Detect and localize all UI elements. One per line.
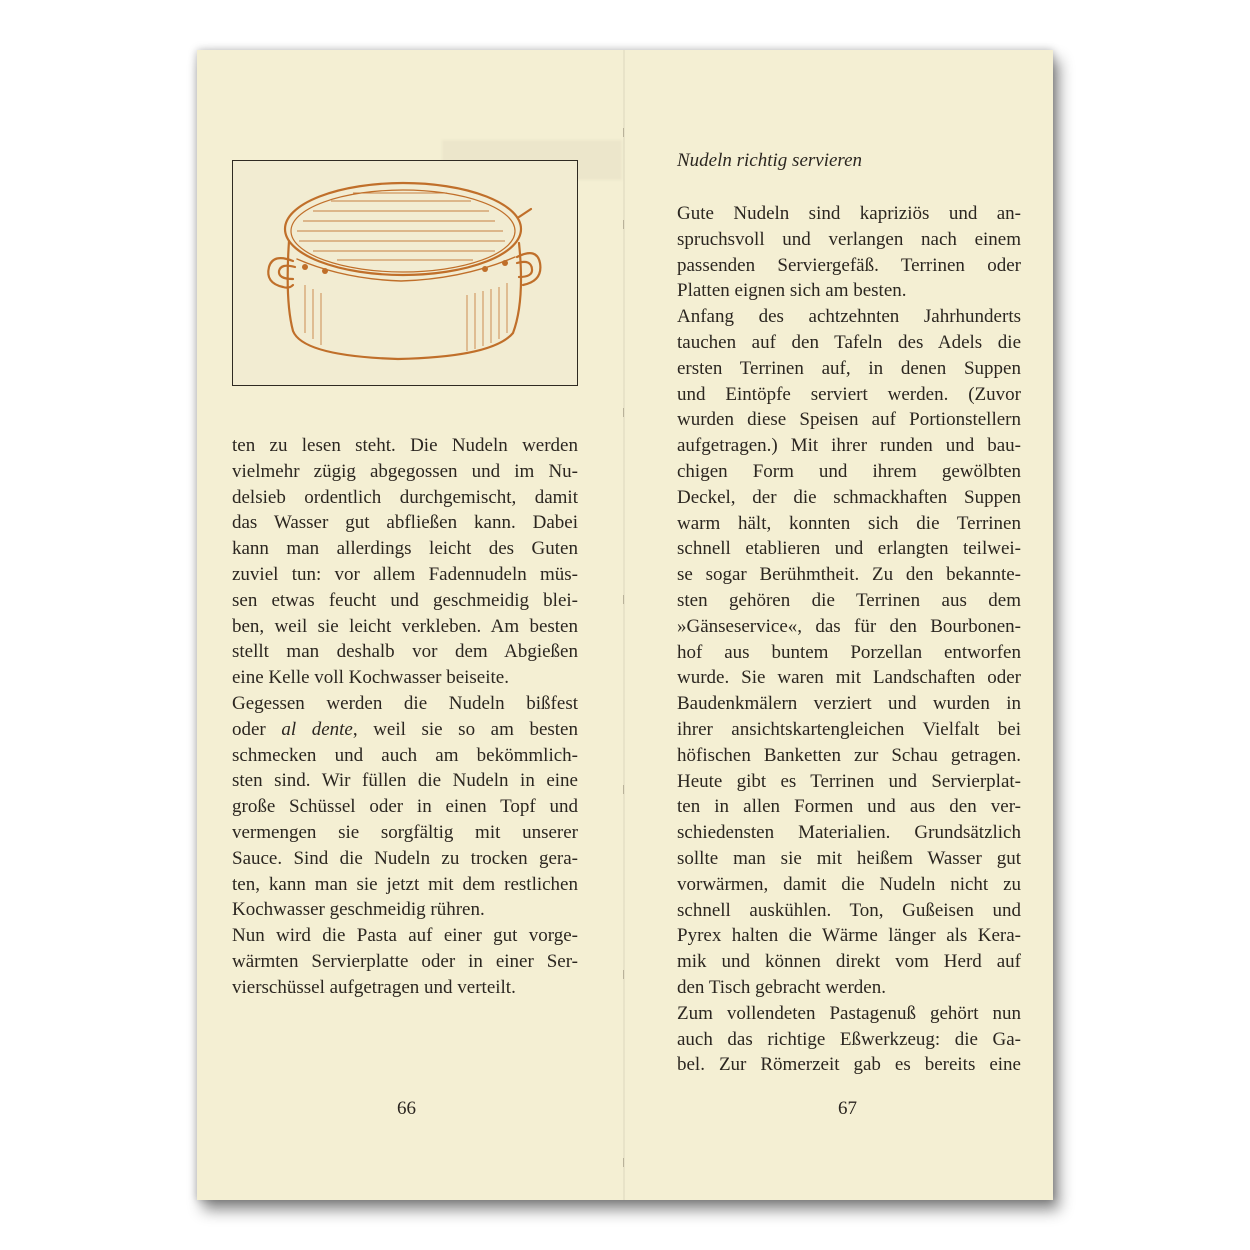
text-line: den Tisch gebracht werden. [677,976,886,998]
gutter-mark [623,970,624,979]
text-line: Nun wird die Pasta auf einer gut vorge- [232,925,578,947]
text-line: schmecken und auch am bekömmlich- [232,744,578,766]
text-line: schnell etablieren und erlangten teilwei- [677,538,1021,560]
text-line: »Gänseservice«, das für den Bourbonen- [677,615,1021,637]
text-line: auch das richtige Eßwerkzeug: die Ga- [677,1028,1021,1050]
text-line: Gegessen werden die Nudeln bißfest [232,692,578,714]
gutter-mark [623,595,624,604]
text-line: wärmten Servierplatte oder in einer Ser- [232,950,578,972]
text-line: kann man allerdings leicht des Guten [232,538,578,560]
text-line: schnell auskühlen. Ton, Gußeisen und [677,899,1021,921]
gutter-mark [623,785,624,794]
text-line: ten in allen Formen und aus den ver- [677,796,1021,818]
text-line: und Eintöpfe serviert werden. (Zuvor [677,383,1021,405]
text-line: Pyrex halten die Wärme länger als Kera- [677,925,1021,947]
text-line: höfischen Banketten zur Schau getragen. [677,744,1021,766]
text-line: ten zu lesen steht. Die Nudeln werden [232,435,578,456]
text-line: ersten Terrinen auf, in denen Suppen [677,357,1021,379]
text-line: mik und können direkt vom Herd auf [677,951,1021,973]
text-line: eine Kelle voll Kochwasser beiseite. [232,667,509,689]
section-heading: Nudeln richtig servieren [677,150,863,171]
text-line: vermengen sie sorgfältig mit unserer [232,821,578,843]
text-line: ten, kann man sie jetzt mit dem restlichen [232,873,578,895]
text-line: Zum vollendeten Pastagenuß gehört nun [677,1002,1021,1024]
text-line: Kochwasser geschmeidig rühren. [232,899,485,921]
text-line: vielmehr zügig abgegossen und im Nu- [232,460,578,482]
pot-illustration [232,160,578,386]
text-line: vierschüssel aufgetragen und verteilt. [232,976,516,998]
page-number-right: 67 [838,1098,857,1119]
gutter-mark [623,128,624,137]
text-line: sen etwas feucht und geschmeidig blei- [232,589,578,611]
text-line: zuviel tun: vor allem Fadennudeln müs- [232,563,578,585]
text-line: delsieb ordentlich durchgemischt, damit [232,486,578,508]
text-line: sollte man sie mit heißem Wasser gut [677,847,1021,869]
text-line: ihrer ansichtskartengleichen Vielfalt bei [677,718,1021,740]
text-line: das Wasser gut abfließen kann. Dabei [232,512,578,534]
text-line: spruchsvoll und verlangen nach einem [677,228,1021,250]
text-line: chigen Form und ihrem gewölbten [677,460,1021,482]
text-line: Deckel, der die schmackhaften Suppen [677,486,1021,508]
text-line: aufgetragen.) Mit ihrer runden und bau- [677,435,1021,457]
text-line: warm hält, konnten sich die Terrinen [677,512,1021,534]
cooking-pot-drawing-icon [233,161,576,384]
text-line: wurde. Sie waren mit Landschaften oder [677,667,1021,689]
left-page-text [232,433,578,1001]
text-line: schiedensten Materialien. Grundsätzlich [677,822,1021,844]
text-line: se sogar Berühmtheit. Zu den bekannte- [677,564,1021,586]
text-line: Sauce. Sind die Nudeln zu trocken gera- [232,847,578,869]
text-line: tauchen auf den Tafeln des Adels die [677,331,1021,353]
gutter-mark [623,408,624,417]
text-line: wurden diese Speisen auf Portionstellern [677,409,1021,431]
text-line: Platten eignen sich am besten. [677,280,907,302]
text-line: vorwärmen, damit die Nudeln nicht zu [677,873,1021,895]
page-number-left: 66 [397,1098,416,1119]
text-line: Gute Nudeln sind kapriziös und an- [677,203,1021,224]
text-line: bel. Zur Römerzeit gab es bereits eine [677,1054,1021,1076]
text-line: oder al dente, weil sie so am besten [232,718,578,740]
text-line: ben, weil sie leicht verkleben. Am besten [232,615,578,637]
text-line: sten sind. Wir füllen die Nudeln in eine [232,770,578,792]
right-page-text [677,201,1021,1078]
book-spread [197,50,1053,1200]
text-line: passenden Serviergefäß. Terrinen oder [677,254,1021,276]
text-line: hof aus buntem Porzellan entworfen [677,641,1021,663]
text-line: stellt man deshalb vor dem Abgießen [232,641,578,663]
text-line: sten gehören die Terrinen aus dem [677,589,1021,611]
text-line: große Schüssel oder in einen Topf und [232,796,578,818]
text-line: Heute gibt es Terrinen und Servierplat- [677,770,1021,792]
gutter-mark [623,220,624,229]
text-line: Baudenkmälern verziert und wurden in [677,693,1021,715]
text-line: Anfang des achtzehnten Jahrhunderts [677,306,1021,328]
gutter-mark [623,1158,624,1167]
